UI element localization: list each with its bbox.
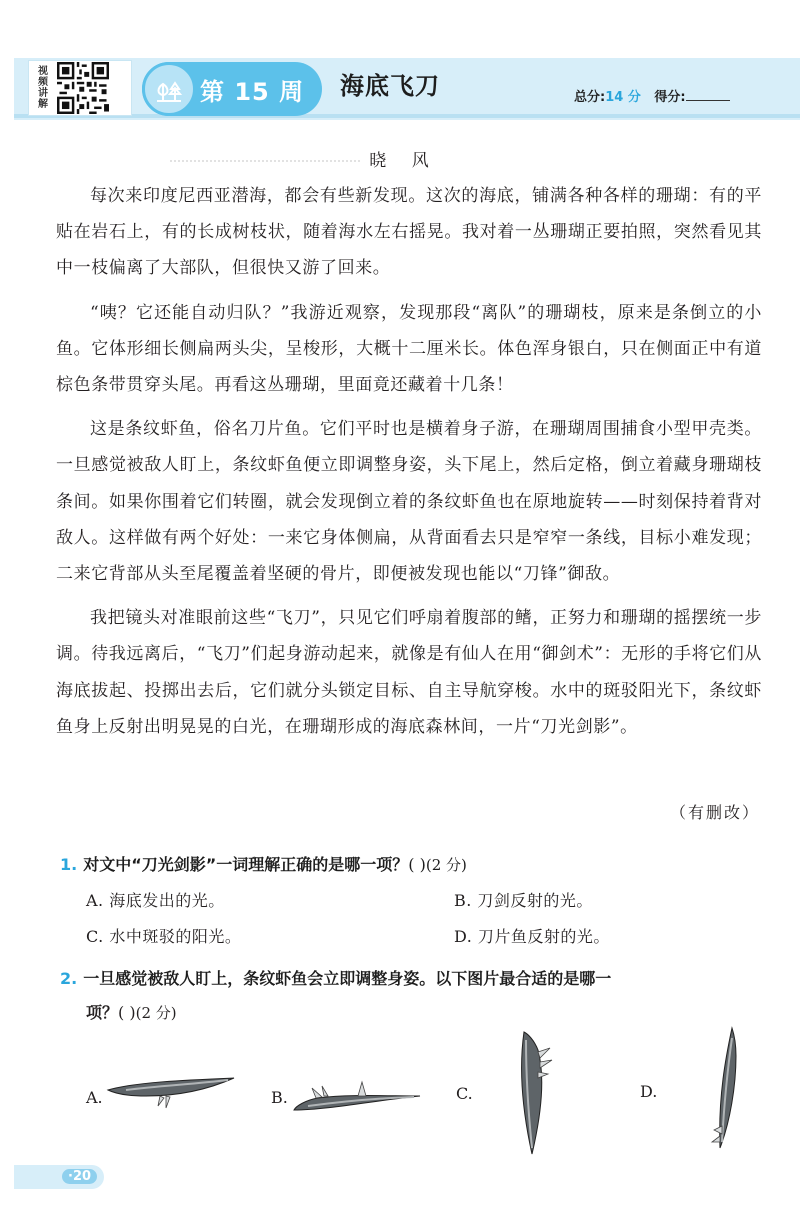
fish-horizontal-b-icon[interactable] <box>288 1076 424 1116</box>
question-2-line2 <box>86 1000 177 1023</box>
paragraph-4: 我把镜头对准眼前这些“飞刀”，只见它们呼扇着腹部的鳍，正努力和珊瑚的摇摆统一步调。待我远离后，“飞刀”们起身游动起来，就像是有仙人在用“御剑术”：无形的手将它们从海底拔起、投掷出去后，它们就分头锁定目标、自主导航穿梭。水中的斑驳阳光下，条纹虾鱼身上反射出明晃晃的白光，在珊瑚形成的海底森林间，一片“刀光剑影”。 <box>56 608 762 737</box>
paragraph-3: 这是条纹虾鱼，俗名刀片鱼。它们平时也是横着身子游，在珊瑚周围捕食小型甲壳类。一旦感觉被敌人盯上，条纹虾鱼便立即调整身姿，头下尾上，然后定格，倒立着藏身珊瑚枝条间。如果你围着它们转圈，就会发现倒立着的条纹虾鱼也在原地旋转——时刻保持着背对敌人。这样做有两个好处：一来它身体侧扁，从背面看去只是窄窄一条线，目标小难发现；二来它背部从头至尾覆盖着坚硬的骨片，即便被发现也能以“刀锋”御敌。 <box>56 419 762 585</box>
question-1-option-c[interactable]: C. 水中斑驳的阳光。 <box>86 927 242 946</box>
fish-vertical-d-icon[interactable] <box>708 1026 748 1152</box>
passage-body <box>56 178 762 745</box>
figure-a-label[interactable]: A. <box>86 1088 103 1107</box>
figure-d-label[interactable]: D. <box>640 1082 658 1101</box>
question-1-option-a[interactable]: A. 海底发出的光。 <box>86 891 225 910</box>
qr-box <box>28 60 132 116</box>
question-1-score: (2 分) <box>425 856 467 874</box>
figure-c-label[interactable]: C. <box>456 1084 473 1103</box>
paragraph-2: “咦？它还能自动归队？”我游近观察，发现那段“离队”的珊瑚枝，原来是条倒立的小鱼。它体形细长侧扁两头尖，呈梭形，大概十二厘米长。体色浑身银白，只在侧面正中有道棕色条带贯穿头尾。再看这丛珊瑚，里面竟还藏着十几条！ <box>56 302 762 396</box>
total-label: 总分: <box>574 90 606 105</box>
page-number: ·20 <box>62 1169 97 1184</box>
question-1-text: 对文中“刀光剑影”一词理解正确的是哪一项？ <box>83 855 409 874</box>
question-2-answer-blank[interactable]: ( ) <box>118 1003 136 1022</box>
total-value: 14 分 <box>605 90 641 105</box>
week-badge <box>142 62 322 116</box>
score-area <box>574 86 730 105</box>
qr-code-icon[interactable] <box>57 62 109 114</box>
unit-title: 海底飞刀 <box>340 72 440 100</box>
question-2-number: 2. <box>60 969 78 988</box>
fish-vertical-c-icon[interactable] <box>510 1030 560 1158</box>
question-2-score: (2 分) <box>135 1004 177 1022</box>
passage-title: 晓 风 <box>369 151 439 171</box>
question-2-text-line1: 一旦感觉被敌人盯上，条纹虾鱼会立即调整身姿。以下图片最合适的是哪一 <box>83 969 612 988</box>
question-1 <box>60 852 467 875</box>
figure-b-label[interactable]: B. <box>271 1088 288 1107</box>
week-label: 第 15 周 <box>200 77 305 106</box>
question-1-option-b[interactable]: B. 刀剑反射的光。 <box>454 891 593 910</box>
score-blank[interactable] <box>686 89 730 101</box>
qr-label: 视频讲解 <box>38 66 48 110</box>
score-label: 得分: <box>654 90 686 105</box>
question-2 <box>60 966 611 989</box>
fish-horizontal-a-icon[interactable] <box>106 1072 238 1118</box>
source-note: （有删改） <box>669 803 760 822</box>
question-1-option-d[interactable]: D. 刀片鱼反射的光。 <box>454 927 610 946</box>
question-1-answer-blank[interactable]: ( ) <box>408 855 426 874</box>
tree-icon <box>142 62 196 116</box>
question-1-number: 1. <box>60 855 78 874</box>
paragraph-1: 每次来印度尼西亚潜海，都会有些新发现。这次的海底，铺满各种各样的珊瑚：有的平贴在岩石上，有的长成树枝状，随着海水左右摇晃。我对着一丛珊瑚正要拍照，突然看见其中一枝偏离了大部队，但很快又游了回来。 <box>56 186 762 279</box>
question-2-text-line2: 项？ <box>86 1003 119 1022</box>
